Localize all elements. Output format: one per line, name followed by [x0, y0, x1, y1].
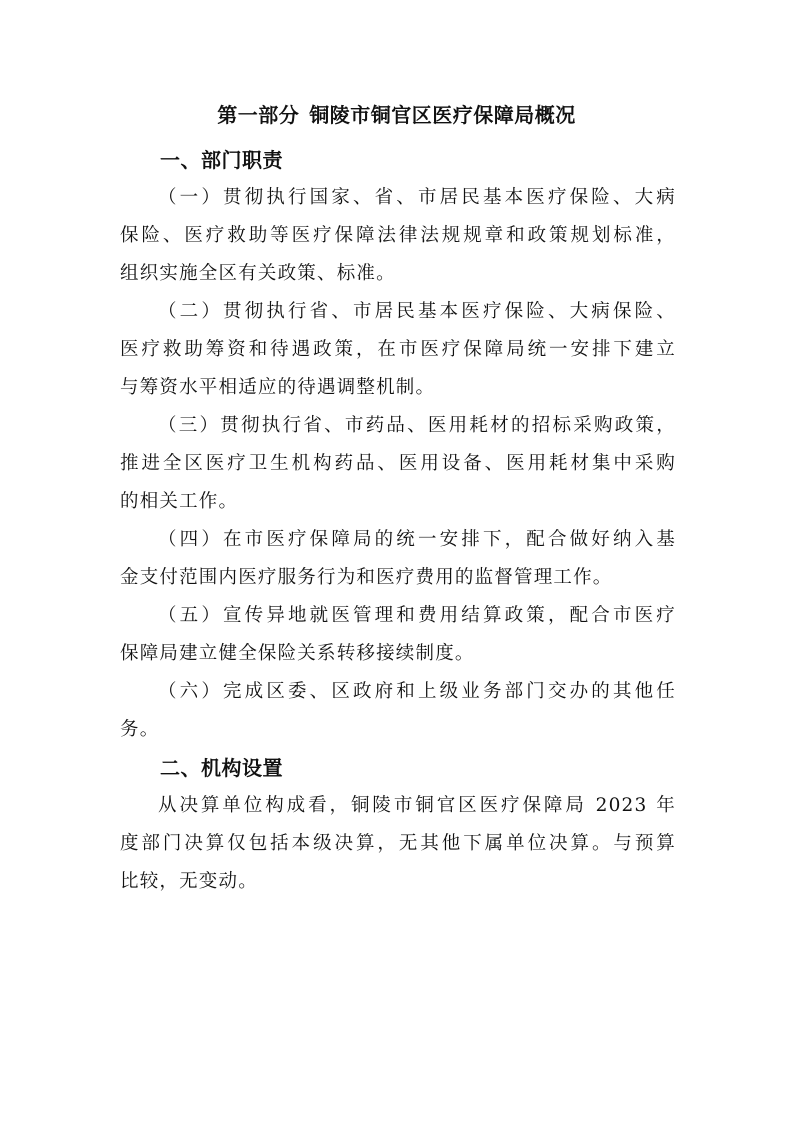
paragraph-line: （五）宣传异地就医管理和费用结算政策，配合市医疗 — [158, 605, 676, 626]
title-part-label: 第一部分 — [217, 103, 300, 127]
paragraph-line: （六）完成区委、区政府和上级业务部门交办的其他任 — [158, 681, 676, 702]
paragraph-line: 金支付范围内医疗服务行为和医疗费用的监督管理工作。 — [120, 567, 613, 588]
paragraph-line: 组织实施全区有关政策、标准。 — [120, 263, 396, 284]
paragraph-line: 保障局建立健全保险关系转移接续制度。 — [120, 643, 475, 664]
paragraph-line: 比较，无变动。 — [120, 871, 258, 892]
document-body — [120, 141, 676, 901]
structure-paragraph — [120, 787, 676, 901]
page-title — [0, 100, 793, 130]
paragraph-line: 医疗救助筹资和待遇政策，在市医疗保障局统一安排下建立 — [120, 339, 676, 360]
duty-paragraph-1 — [120, 179, 676, 293]
title-main-text: 铜陵市铜官区医疗保障局概况 — [309, 103, 576, 127]
duty-paragraph-2 — [120, 293, 676, 407]
paragraph-line: 度部门决算仅包括本级决算，无其他下属单位决算。与预算 — [120, 833, 676, 854]
paragraph-line: （二）贯彻执行省、市居民基本医疗保险、大病保险、 — [158, 301, 676, 322]
paragraph-line: 保险、医疗救助等医疗保障法律法规规章和政策规划标准， — [120, 225, 676, 246]
paragraph-line: （三）贯彻执行省、市药品、医用耗材的招标采购政策， — [158, 415, 676, 436]
duty-paragraph-3 — [120, 407, 676, 521]
paragraph-line: 与筹资水平相适应的待遇调整机制。 — [120, 377, 436, 398]
section-heading-structure: 二、机构设置 — [160, 756, 283, 780]
duty-paragraph-5 — [120, 597, 676, 673]
paragraph-line: 推进全区医疗卫生机构药品、医用设备、医用耗材集中采购 — [120, 453, 676, 474]
paragraph-line: （四）在市医疗保障局的统一安排下，配合做好纳入基 — [158, 529, 676, 550]
paragraph-line: 务。 — [120, 719, 160, 740]
section-heading-duties: 一、部门职责 — [160, 148, 283, 172]
duty-paragraph-4 — [120, 521, 676, 597]
paragraph-line: 从决算单位构成看，铜陵市铜官区医疗保障局 2023 年 — [158, 795, 676, 816]
duty-paragraph-6 — [120, 673, 676, 749]
paragraph-line: 的相关工作。 — [120, 491, 239, 512]
paragraph-line: （一）贯彻执行国家、省、市居民基本医疗保险、大病 — [158, 187, 676, 208]
